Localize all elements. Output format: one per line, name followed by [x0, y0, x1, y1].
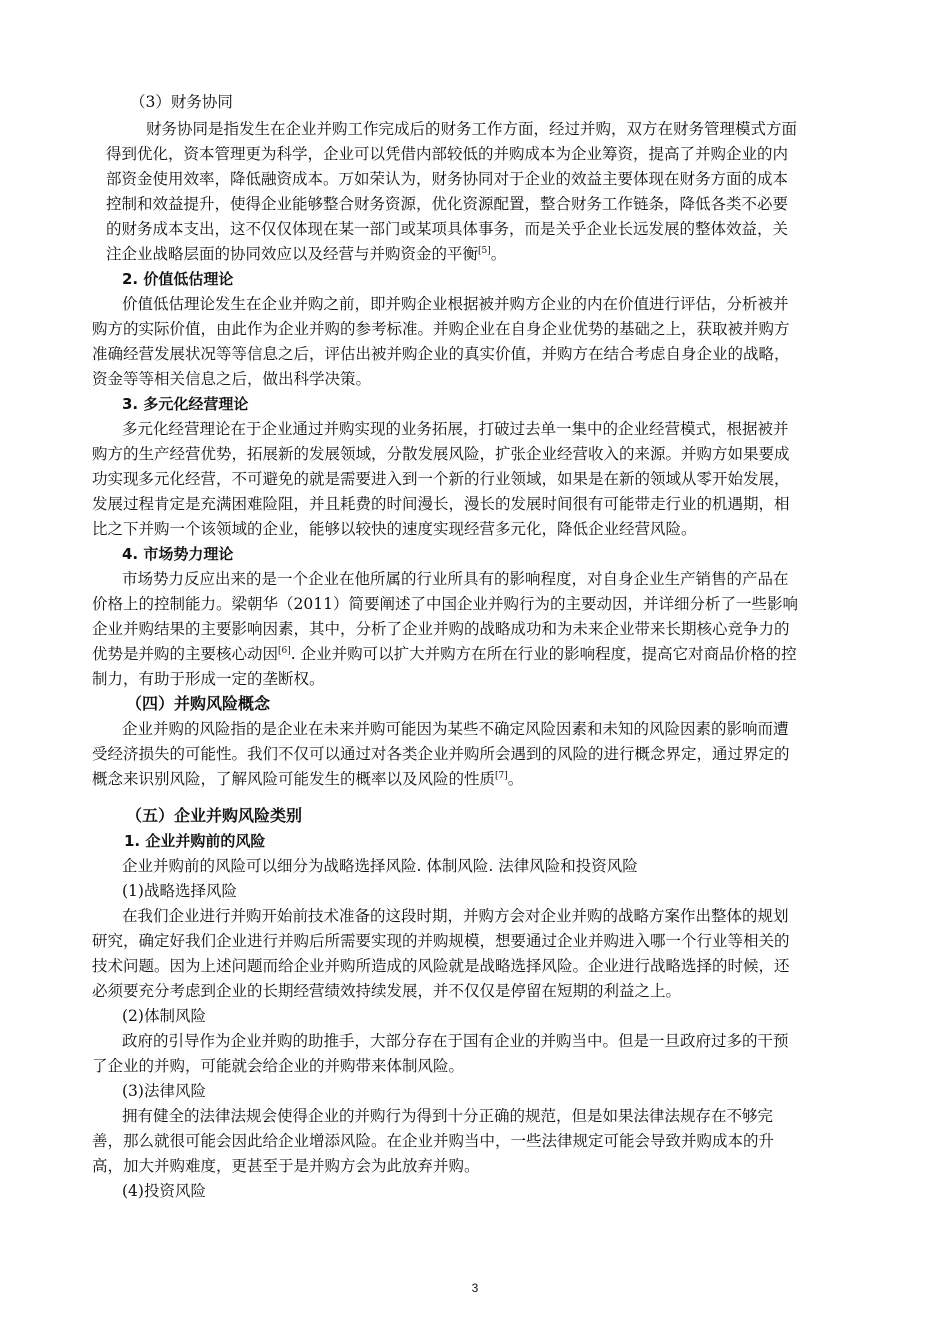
paragraph-line-with-citation: [92, 643, 797, 665]
paragraph-end: 。: [490, 245, 507, 263]
paragraph-line: 市场势力反应出来的是一个企业在他所属的行业所具有的影响程度，对自身企业生产销售的产品在: [122, 570, 789, 588]
paragraph-line: 发展过程肯定是充满困难险阻，并且耗费的时间漫长，漫长的发展时间很有可能带走行业的机遇期，相: [92, 495, 790, 513]
paragraph-line: 企业并购的风险指的是企业在未来并购可能因为某些不确定风险因素和未知的风险因素的影响而遭: [122, 720, 789, 738]
paragraph-line: 价值低估理论发生在企业并购之前，即并购企业根据被并购方企业的内在价值进行评估，分析被并: [122, 295, 789, 313]
paragraph-line: 政府的引导作为企业并购的助推手，大部分存在于国有企业的并购当中。但是一旦政府过多的干预: [122, 1032, 789, 1050]
paragraph-line: 资金等等相关信息之后，做出科学决策。: [92, 370, 372, 388]
paragraph-line: 功实现多元化经营，不可避免的就是需要进入到一个新的行业领域，如果是在新的领域从零开始发展，: [92, 470, 790, 488]
section-heading-risk-concept: （四）并购风险概念: [126, 694, 271, 713]
paragraph-line: 部资金使用效率，降低融资成本。万如荣认为，财务协同对于企业的效益主要体现在财务方面的成本: [106, 170, 789, 188]
subsection-heading-pre-merger-risk: 1. 企业并购前的风险: [124, 832, 266, 850]
paragraph-line: 受经济损失的可能性。我们不仅可以通过对各类企业并购所会遇到的风险的进行概念界定，通过界定的: [92, 745, 790, 763]
section-heading-risk-types: （五）企业并购风险类别: [126, 806, 303, 825]
section-heading-diversification-theory: 3. 多元化经营理论: [122, 395, 249, 413]
paragraph-line: 控制和效益提升，使得企业能够整合财务资源，优化资源配置，整合财务工作链条，降低各类不必要: [106, 195, 789, 213]
paragraph-line: 企业并购前的风险可以细分为战略选择风险. 体制风险. 法律风险和投资风险: [122, 857, 638, 875]
citation-5: [5]: [478, 246, 491, 256]
paragraph-line: 善，那么就很可能会因此给企业增添风险。在企业并购当中，一些法律规定可能会导致并购成本的升: [92, 1132, 775, 1150]
paragraph-line: 多元化经营理论在于企业通过并购实现的业务拓展，打破过去单一集中的企业经营模式，根据被并: [122, 420, 789, 438]
paragraph-line: 制力，有助于形成一定的垄断权。: [92, 670, 325, 688]
section-heading-market-power-theory: 4. 市场势力理论: [122, 545, 234, 563]
section-heading-undervaluation-theory: 2. 价值低估理论: [122, 270, 234, 288]
paragraph-line: 企业并购结果的主要影响因素，其中，分析了企业并购的战略成功和为未来企业带来长期核心竞争力的: [92, 620, 790, 638]
item-heading-system-risk: (2)体制风险: [122, 1007, 206, 1025]
paragraph-line: 得到优化，资本管理更为科学，企业可以凭借内部较低的并购成本为企业筹资，提高了并购企业的内: [106, 145, 789, 163]
paragraph-line: 财务协同是指发生在企业并购工作完成后的财务工作方面，经过并购，双方在财务管理模式方面: [146, 120, 798, 138]
paragraph-text: . 企业并购可以扩大并购方在所在行业的影响程度，提高它对商品价格的控: [290, 645, 797, 663]
paragraph-line: 在我们企业进行并购开始前技术准备的这段时期，并购方会对企业并购的战略方案作出整体的规划: [122, 907, 789, 925]
paragraph-text: 注企业战略层面的协同效应以及经营与并购资金的平衡: [106, 245, 479, 263]
paragraph-text: 优势是并购的主要核心动因: [92, 645, 279, 663]
paragraph-line: 了企业的并购，可能就会给企业的并购带来体制风险。: [92, 1057, 465, 1075]
paragraph-line: 购方的生产经营优势，拓展新的发展领域，分散发展风险，扩张企业经营收入的来源。并购方如果要成: [92, 445, 790, 463]
paragraph-line: 的财务成本支出，这不仅仅体现在某一部门或某项具体事务，而是关乎企业长远发展的整体效益，关: [106, 220, 789, 238]
paragraph-line: 研究，确定好我们企业进行并购后所需要实现的并购规模，想要通过企业并购进入哪一个行业等相关的: [92, 932, 790, 950]
paragraph-line-with-citation: [92, 768, 523, 790]
paragraph-line: 准确经营发展状况等等信息之后，评估出被并购企业的真实价值，并购方在结合考虑自身企业的战略，: [92, 345, 790, 363]
subsection-heading-financial-synergy: （3）财务协同: [130, 93, 233, 111]
page-number: 3: [471, 1281, 479, 1295]
paragraph-line: 价格上的控制能力。梁朝华（2011）简要阐述了中国企业并购行为的主要动因，并详细分析了一些影响: [92, 595, 798, 613]
paragraph-text: 概念来识别风险，了解风险可能发生的概率以及风险的性质: [92, 770, 496, 788]
citation-6: [6]: [278, 646, 291, 656]
paragraph-line: 必须要充分考虑到企业的长期经营绩效持续发展，并不仅仅是停留在短期的利益之上。: [92, 982, 682, 1000]
paragraph-line: 拥有健全的法律法规会使得企业的并购行为得到十分正确的规范，但是如果法律法规存在不够完: [122, 1107, 774, 1125]
item-heading-investment-risk: (4)投资风险: [122, 1182, 206, 1200]
item-heading-legal-risk: (3)法律风险: [122, 1082, 206, 1100]
paragraph-end: 。: [507, 770, 524, 788]
paragraph-line: 技术问题。因为上述问题而给企业并购所造成的风险就是战略选择风险。企业进行战略选择的时候，还: [92, 957, 790, 975]
item-heading-strategy-risk: (1)战略选择风险: [122, 882, 237, 900]
paragraph-line-with-citation: [106, 243, 506, 265]
paragraph-line: 购方的实际价值，由此作为企业并购的参考标准。并购企业在自身企业优势的基础之上，获取被并购方: [92, 320, 790, 338]
paragraph-line: 高，加大并购难度，更甚至于是并购方会为此放弃并购。: [92, 1157, 480, 1175]
paragraph-line: 比之下并购一个该领域的企业，能够以较快的速度实现经营多元化，降低企业经营风险。: [92, 520, 697, 538]
citation-7: [7]: [495, 771, 508, 781]
